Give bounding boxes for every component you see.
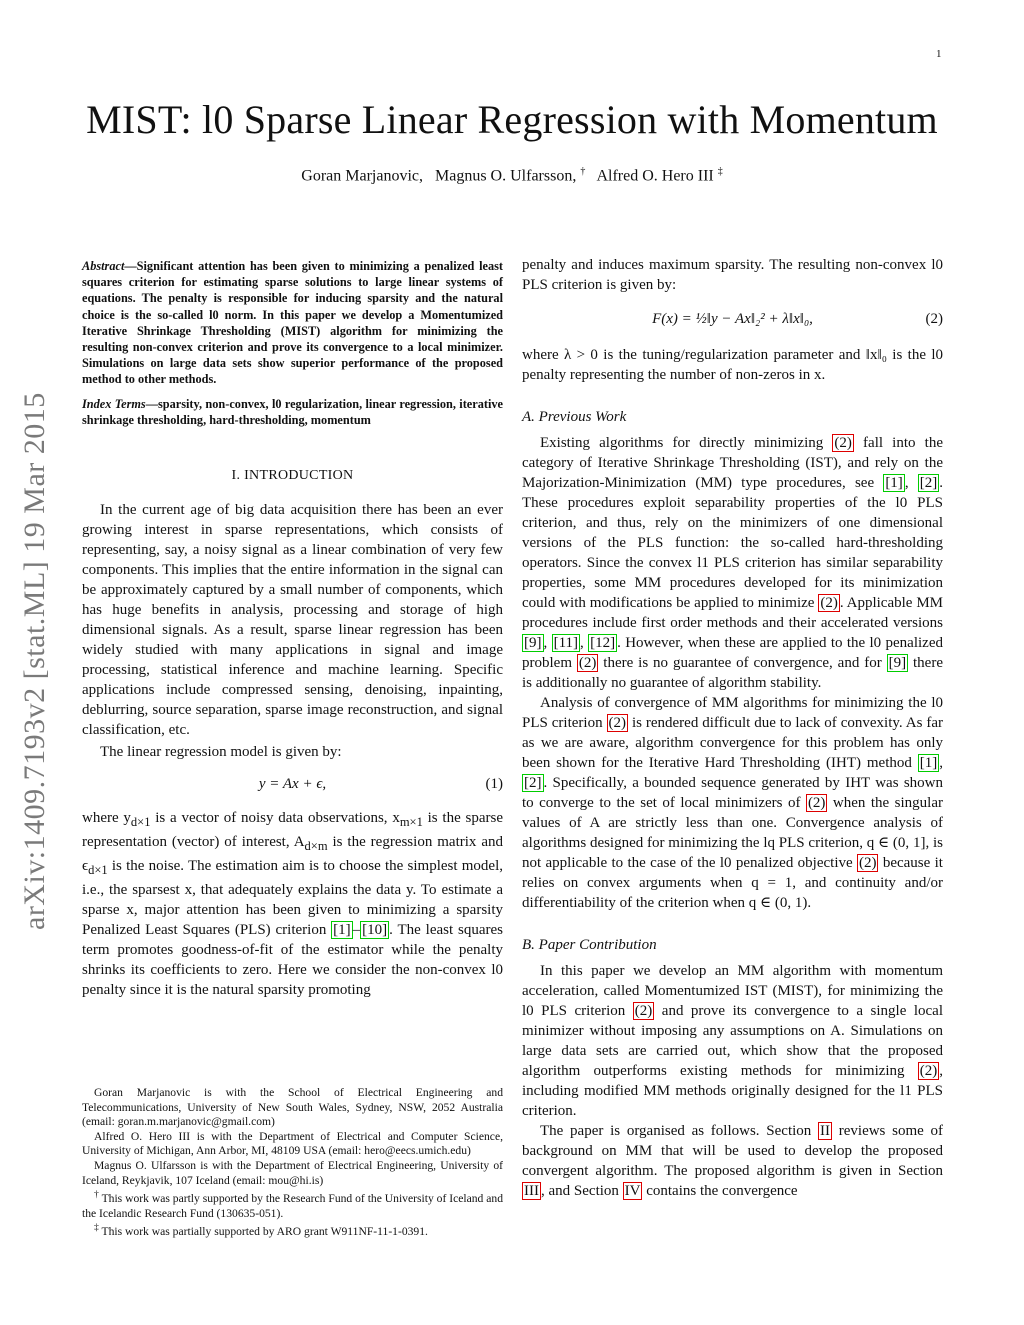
left-column — [82, 258, 503, 1000]
equation-1 — [82, 774, 503, 796]
equation-body: F(x) = ½‖y − Ax‖₂² + λ‖x‖₀, — [652, 311, 813, 327]
citation-link[interactable]: [11] — [553, 635, 579, 651]
index-terms-label: Index Terms — [82, 396, 146, 411]
page-number: 1 — [936, 48, 942, 60]
subsection-heading: A. Previous Work — [522, 409, 627, 425]
paragraph: penalty and induces maximum sparsity. The resulting non-convex l0 PLS criterion is given by: — [522, 257, 943, 293]
equation-ref-link[interactable]: (2) — [634, 1003, 653, 1019]
section-ref-link[interactable]: II — [820, 1123, 831, 1139]
index-terms-text: —sparsity, non-convex, l0 regularization, linear regression, iterative shrinkage thresholding, hard-thresholding, momentum — [82, 396, 503, 427]
paper-title: MIST: l0 Sparse Linear Regression with Momentum — [86, 97, 938, 142]
author-name: Goran Marjanovic, — [301, 167, 423, 185]
equation-ref-link[interactable]: (2) — [807, 795, 826, 811]
abstract-text: —Significant attention has been given to minimizing a penalized least squares criterion for estimating sparse solutions to large linear systems of equations. The penalty is responsible for inducing sparsity and the natural choice is the so-called l0 norm. In this paper we develop a Momentumized Iterative Shrinkage Thresholding (MIST) algorithm for minimizing the resulting non-convex criterion and prove its convergence to a local minimizer. Simulations on large data sets show superior performance of the proposed method to other methods. — [82, 259, 503, 387]
equation-ref-link[interactable]: (2) — [608, 715, 627, 731]
paragraph: In this paper we develop an MM algorithm with momentum acceleration, called Momentumized IST (MIST), for minimizing the l0 PLS criterion (2) and prove its convergence to a single local minimizer without imposing any assumptions on A. Simulations on large data sets are carried out, which show that the proposed algorithm outperforms existing methods for minimizing (2) , including modified MM methods originally designed for the l1 PLS criterion. — [522, 963, 943, 1119]
paragraph: The linear regression model is given by: — [100, 744, 342, 761]
citation-link[interactable]: [2] — [919, 475, 938, 491]
author-list — [0, 166, 1024, 185]
footnote: Alfred O. Hero III is with the Department of Electrical and Computer Science, University of Michigan, Ann Arbor, MI, 48109 USA (email: hero@eecs.umich.edu) — [82, 1129, 503, 1158]
citation-link[interactable]: [12] — [590, 635, 616, 651]
citation-link[interactable]: [10] — [362, 922, 388, 939]
author-name: Magnus O. Ulfarsson, — [435, 167, 577, 185]
paragraph: The paper is organised as follows. Section II reviews some of background on MM that will be used to develop the proposed convergent algorithm. The proposed algorithm is given in Section III , and Section IV contains the convergence — [522, 1123, 944, 1199]
section-ref-link[interactable]: III — [524, 1183, 539, 1199]
affiliation-mark: ‡ — [717, 166, 723, 177]
equation-ref-link[interactable]: (2) — [820, 595, 838, 611]
index-terms — [82, 396, 503, 428]
citation-link[interactable]: [9] — [888, 655, 907, 671]
equation-number: (2) — [925, 311, 943, 327]
section-numeral: I. — [231, 468, 241, 484]
footnotes — [82, 1086, 503, 1240]
citation-link[interactable]: [9] — [524, 635, 542, 651]
paragraph: where $y_{d\times 1}$ is a vector of noisy data observations, $x_{m\times 1}$ is the sparse representation (vector) of interest, $A_{d\times m}$ is the regression matrix and $\epsilon_{d\times 1}$ is the noise. The estimation aim is to choose the simplest model, i.e., the sparsest x, that adequately explains the data y. To estimate a sparse x, major attention has been given to minimizing a sparsity Penalized Least Squares (PLS) criterion [1] – [10] . The least squares term promotes goodness-of-fit of the estimator while the penalty shrinks its coefficients to zero. Here we consider the non-convex l0 penalty since it is the natural sparsity promoting — [82, 810, 503, 999]
paragraph: Analysis of convergence of MM algorithms for minimizing the l0 PLS criterion (2) is rendered difficult due to lack of convexity. As far as we are aware, algorithm convergence for this problem has only been shown for the Iterative Hard Thresholding (IHT) method [1] , [2] . Specifically, a bounded sequence generated by IHT was shown to converge to the set of local minimizers of (2) when the singular values of A are strictly less than one. Convergence analysis of algorithms designed for minimizing the lq PLS criterion, q ∈ (0, 1], is not applicable to the case of the l0 penalized objective (2) because it relies on convex arguments when q = 1, and continuity and/or differentiability of the criterion when q ∈ (0, 1). — [522, 695, 944, 911]
citation-link[interactable]: [1] — [333, 922, 351, 939]
equation-ref-link[interactable]: (2) — [578, 655, 597, 671]
section-ref-link[interactable]: IV — [624, 1183, 641, 1199]
author-name: Alfred O. Hero III — [596, 167, 714, 185]
footnote: ‡ This work was partially supported by ARO grant W911NF-11-1-0391. — [94, 1222, 428, 1239]
citation-link[interactable]: [1] — [919, 755, 938, 771]
paragraph: Existing algorithms for directly minimizing (2) fall into the category of Iterative Shrinkage Thresholding (IST), and rely on the Majorization-Minimization (MM) type procedures, see [1] , [2] . These procedures exploit separability properties of the l0 PLS criterion, and thus, rely on the minimizers of one dimensional versions of the PLS function: the so-called hard-thresholding operators. Since the convex l1 PLS criterion has similar separability properties, some MM procedures developed for its minimization could with modifications be applied to minimize (2) . Applicable MM procedures include first order methods and their accelerated versions [9] , [11] , [12] . However, when these are applied to the l0 penalized problem (2) there is no guarantee of convergence, and for [9] there is additionally no guarantee of algorithm stability. — [522, 435, 944, 691]
paragraph: where λ > 0 is the tuning/regularization parameter and ‖x‖₀ is the l0 penalty representing the number of non-zeros in x. — [522, 347, 943, 383]
citation-link[interactable]: [2] — [524, 775, 542, 791]
footnote: † This work was partly supported by the Research Fund of the University of Iceland and the Icelandic Research Fund (130635-051). — [82, 1189, 503, 1220]
equation-ref-link[interactable]: (2) — [858, 855, 877, 871]
equation-ref-link[interactable]: (2) — [919, 1063, 938, 1079]
section-heading — [82, 466, 503, 486]
equation-2 — [522, 309, 943, 331]
footnote: Goran Marjanovic is with the School of Electrical Engineering and Telecommunications, University of New South Wales, Sydney, NSW, 2052 Australia (email: goran.m.marjanovic@gmail.com) — [82, 1086, 503, 1129]
right-column — [522, 255, 943, 1201]
equation-ref-link[interactable]: (2) — [834, 435, 852, 451]
subsection-heading: B. Paper Contribution — [522, 937, 657, 953]
paragraph: In the current age of big data acquisition there has been an ever growing interest in sparse representations, which consists of representing, say, a noisy signal as a linear combination of very few components. This implies that the entire information in the signal can be approximately captured by a small number of components, which has huge benefits in analysis, processing and storage of high dimensional signals. As a result, sparse linear regression has been widely studied with many applications in signal and image processing, statistical inference and machine learning. Specific applications include compressed sensing, denoising, inpainting, deblurring, source separation, sparse image reconstruction, and signal classification, etc. — [82, 502, 503, 739]
citation-link[interactable]: [1] — [885, 475, 903, 491]
section-title: INTRODUCTION — [244, 468, 354, 484]
abstract — [82, 258, 503, 388]
arxiv-stamp: arXiv:1409.7193v2 [stat.ML] 19 Mar 2015 — [18, 392, 51, 930]
equation-body: y = Ax + ϵ, — [258, 776, 327, 793]
affiliation-mark: † — [580, 166, 586, 177]
abstract-label: Abstract — [82, 259, 125, 273]
equation-number: (1) — [485, 776, 503, 793]
footnote: Magnus O. Ulfarsson is with the Department of Electrical Engineering, University of Iceland, Reykjavik, 107 Iceland (email: mou@hi.is) — [82, 1158, 503, 1187]
